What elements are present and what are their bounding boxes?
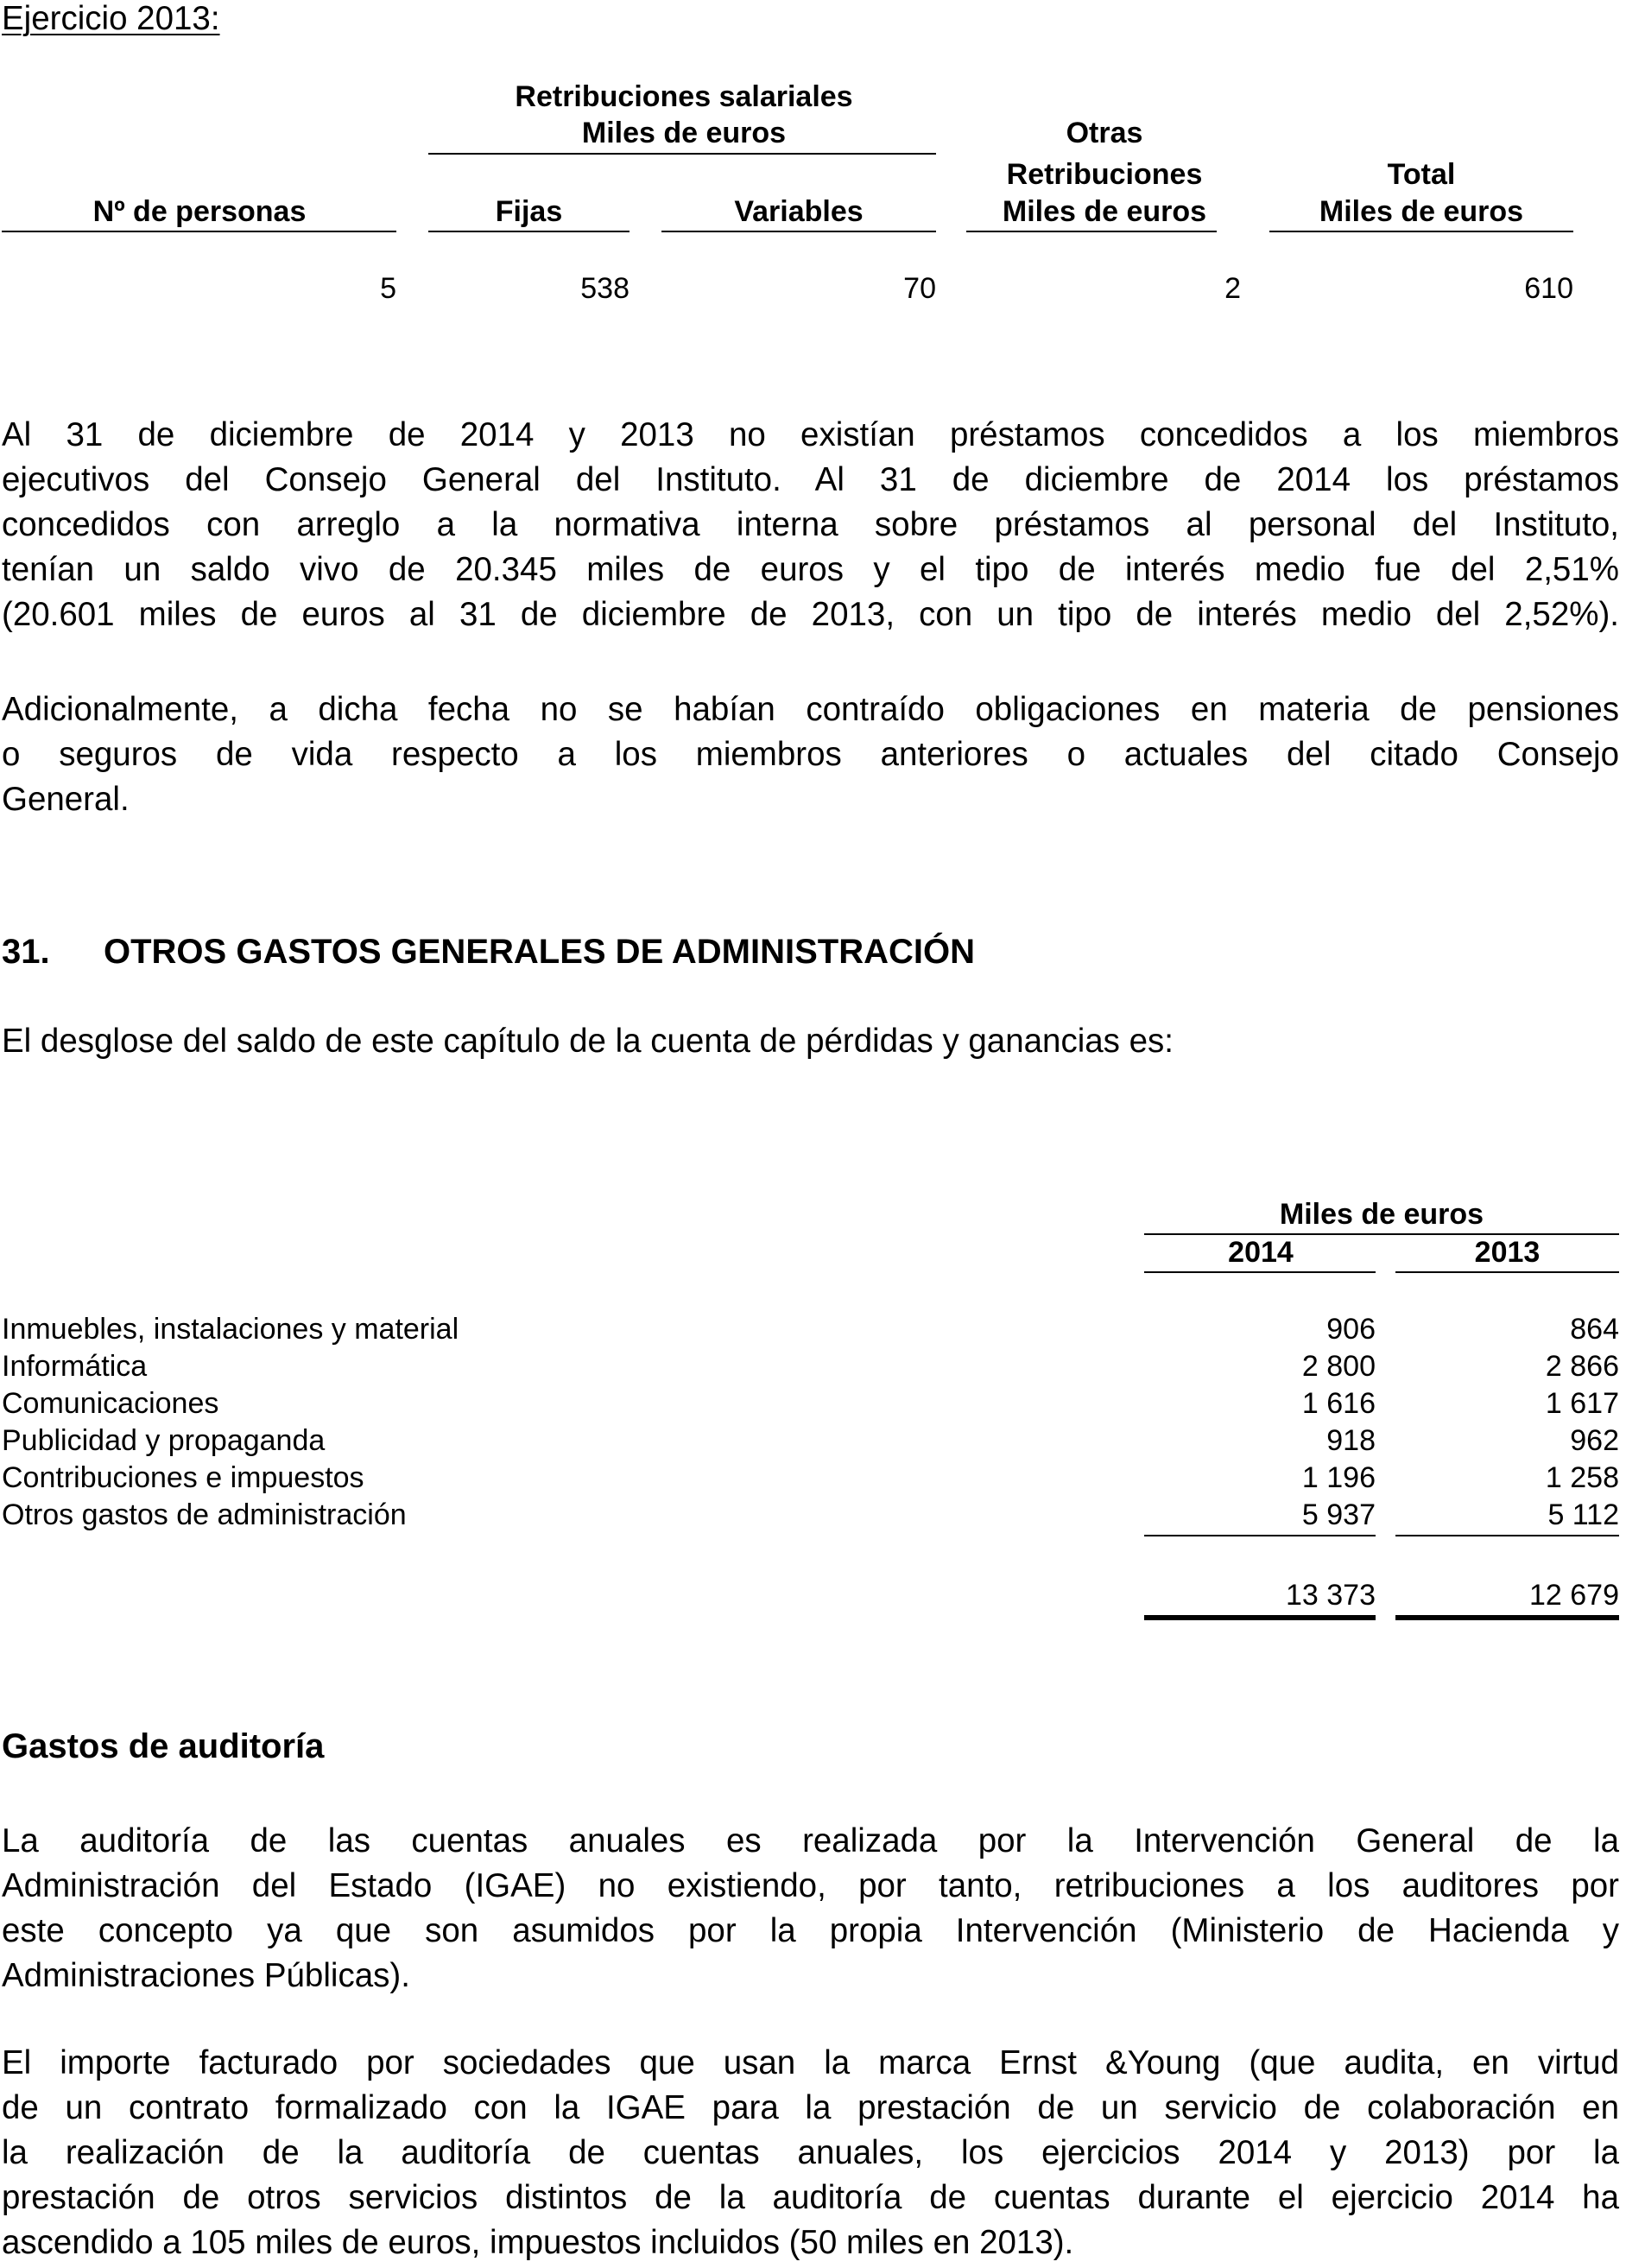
gastos-row-2013: 1 258 [1545,1461,1619,1494]
paragraph-line: Adicionalmente, a dicha fecha no se habían contraído obligaciones en materia de pensiones [2,691,1619,728]
value-variables: 70 [903,272,936,305]
value-otras: 2 [1224,272,1241,305]
header-total: Total [1387,158,1456,191]
gastos-subtotal-rule-2013 [1395,1535,1619,1536]
rule-fijas [428,231,630,232]
gastos-row-2014: 1 196 [1301,1461,1376,1494]
gastos-row-label: Publicidad y propaganda [2,1424,326,1457]
gastos-row-2013: 1 617 [1545,1387,1619,1420]
gastos-year-rule-2014 [1144,1271,1376,1273]
header-fijas: Fijas [495,195,563,228]
auditoria-heading: Gastos de auditoría [2,1727,325,1765]
paragraph-pensiones [2,687,1619,822]
header-retribuciones-salariales: Retribuciones salariales [515,80,853,113]
paragraph-line: ejecutivos del Consejo General del Instituto. Al 31 de diciembre de 2014 los préstamos [2,461,1619,498]
gastos-row-label: Contribuciones e impuestos [2,1461,364,1494]
section-title: OTROS GASTOS GENERALES DE ADMINISTRACIÓN [104,933,975,971]
gastos-row-2013: 962 [1570,1424,1619,1457]
rule-total [1269,231,1573,232]
paragraph-ernst-young [2,2041,1619,2265]
value-fijas: 538 [580,272,630,305]
gastos-total-2013: 12 679 [1529,1579,1619,1612]
paragraph-line: La auditoría de las cuentas anuales es realizada por la Intervención General de la [2,1822,1619,1859]
gastos-total-rule-2013 [1395,1615,1619,1620]
value-total: 610 [1524,272,1573,305]
gastos-row-2013: 864 [1570,1313,1619,1346]
header-otras: Otras [1066,117,1143,149]
gastos-year-2014: 2014 [1228,1236,1294,1269]
header-group-rule [428,153,936,155]
paragraph-line: Administraciones Públicas). [2,1957,410,1994]
paragraph-prestamos [2,413,1619,637]
gastos-year-rule-2013 [1395,1271,1619,1273]
gastos-row-2014: 2 800 [1301,1350,1376,1383]
gastos-subtotal-rule-2014 [1144,1535,1376,1536]
header-miles-de-euros-salariales: Miles de euros [581,117,787,149]
gastos-row-2014: 906 [1326,1313,1376,1346]
paragraph-line: Al 31 de diciembre de 2014 y 2013 no existían préstamos concedidos a los miembros [2,416,1619,453]
section-intro: El desglose del saldo de este capítulo de la cuenta de pérdidas y ganancias es: [2,1023,1174,1060]
rule-personas [2,231,396,232]
gastos-total-2014: 13 373 [1286,1579,1376,1612]
gastos-header-miles: Miles de euros [1279,1198,1484,1231]
paragraph-line: concedidos con arreglo a la normativa interna sobre préstamos al personal del Instituto, [2,506,1619,543]
gastos-row-2013: 2 866 [1545,1350,1619,1383]
gastos-row-label: Comunicaciones [2,1387,219,1420]
gastos-row-label: Informática [2,1350,148,1383]
value-personas: 5 [380,272,396,305]
ejercicio-title: Ejercicio 2013: [2,0,220,37]
gastos-row-2014: 5 937 [1301,1498,1376,1531]
paragraph-line: o seguros de vida respecto a los miembros anteriores o actuales del citado Consejo [2,736,1619,773]
gastos-row-2014: 1 616 [1301,1387,1376,1420]
rule-otras [966,231,1217,232]
paragraph-line: tenían un saldo vivo de 20.345 miles de euros y el tipo de interés medio fue del 2,51% [2,551,1619,588]
rule-variables [661,231,936,232]
gastos-total-rule-2014 [1144,1615,1376,1620]
header-variables: Variables [734,195,864,228]
paragraph-line: El importe facturado por sociedades que usan la marca Ernst &Young (que audita, en virtud [2,2044,1619,2081]
paragraph-auditoria [2,1819,1619,1999]
gastos-row-2014: 918 [1326,1424,1376,1457]
gastos-row-2013: 5 112 [1547,1498,1619,1531]
paragraph-line: (20.601 miles de euros al 31 de diciembre de 2013, con un tipo de interés medio del 2,52%). [2,596,1619,633]
header-total-miles: Miles de euros [1319,195,1524,228]
header-personas: Nº de personas [92,195,307,228]
gastos-year-2013: 2013 [1474,1236,1541,1269]
header-retribuciones: Retribuciones [1006,158,1203,191]
paragraph-line: este concepto ya que son asumidos por la propia Intervención (Ministerio de Hacienda y [2,1912,1619,1949]
paragraph-line: prestación de otros servicios distintos de la auditoría de cuentas durante el ejercicio 2014 ha [2,2179,1619,2216]
paragraph-line: General. [2,781,130,818]
paragraph-line: Administración del Estado (IGAE) no existiendo, por tanto, retribuciones a los auditores por [2,1867,1619,1904]
paragraph-line: ascendido a 105 miles de euros, impuestos incluidos (50 miles en 2013). [2,2224,1074,2261]
paragraph-line: de un contrato formalizado con la IGAE para la prestación de un servicio de colaboración en [2,2089,1619,2126]
gastos-row-label: Otros gastos de administración [2,1498,407,1531]
section-number: 31. [2,933,50,971]
gastos-row-label: Inmuebles, instalaciones y material [2,1313,459,1346]
paragraph-line: la realización de la auditoría de cuentas anuales, los ejercicios 2014 y 2013) por la [2,2134,1619,2171]
header-otras-miles: Miles de euros [1002,195,1207,228]
